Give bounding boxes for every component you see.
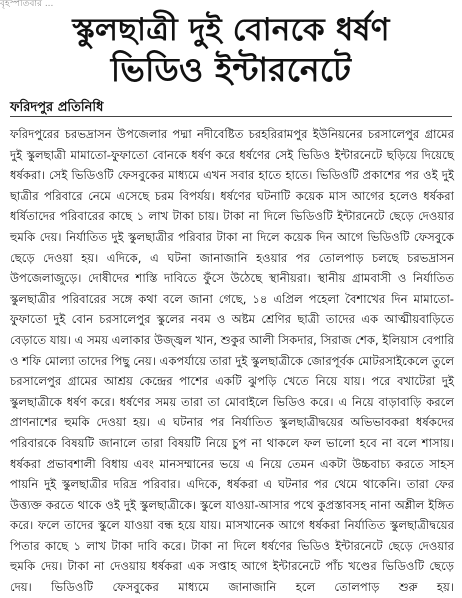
reporter-byline: ফরিদপুর প্রতিনিধি (10, 100, 104, 115)
headline (6, 10, 456, 90)
byline-divider (10, 116, 452, 117)
cropped-previous-text: বৃহস্পতিবার ... (0, 0, 54, 9)
headline-line-2: ভিডিও ইন্টারনেটে (110, 50, 352, 89)
article-paragraph: ফরিদপুরের চরভদ্রাসন উপজেলার পদ্মা নদীবেষ্টিত চরহরিরামপুর ইউনিয়নের চরসালেপুর গ্রামের দুই স্কুলছাত্রী মামাতো-ফুফাতো বোনকে ধর্ষণ করে ধর্ষণের সেই ভিডিও ইন্টারনেটে ছড়িয়ে দিয়েছে ধর্ষকরা। সেই ভিডিওটি ফেসবুকের মাধ্যমে এখন সবার হাতে হাতে। ভিডিওটি প্রকাশের পর ওই দুই ছাত্রীর পরিবারে নেমে এসেছে চরম বিপর্যয়। ধর্ষণের ঘটনাটি কয়েক মাস আগের হলেও ধর্ষকরা ধর্ষিতাদের পরিবারের কাছে ১ লাখ টাকা চায়। টাকা না দিলে ভিডিওটি ইন্টারনেটে ছেড়ে দেওয়ার হুমকি দেয়। নির্যাতিত দুই স্কুলছাত্রীর পরিবার টাকা না দিলে কয়েক দিন আগে ভিডিওটি ফেসবুকে ছেড়ে দেওয়া হয়। এদিকে, এ ঘটনা জানাজানি হওয়ার পর তোলপাড় চলছে চরভদ্রাসন উপজেলাজুড়ে। দোষীদের শাস্তি দাবিতে ফুঁসে উঠেছে স্থানীয়রা। স্থানীয় গ্রামবাসী ও নির্যাতিত স্কুলছাত্রীর পরিবারের সঙ্গে কথা বলে জানা গেছে, ১৪ এপ্রিল পহেলা বৈশাখের দিন মামাতো-ফুফাতো দুই বোন চরসালেপুর স্কুলের নবম ও অষ্টম শ্রেণির ছাত্রী তাদের এক আত্মীয়বাড়িতে বেড়াতে যায়। এ সময় এলাকার উজ্জ্বল খান, শুকুর আলী সিকদার, সিরাজ শেক, ইলিয়াস বেপারি ও শফি মোল্যা তাদের পিছু নেয়। একপর্যায়ে তারা দুই স্কুলছাত্রীকে জোরপূর্বক মোটরসাইকেলে তুলে চরসালেপুর গ্রামের আশ্রয় কেন্দ্রের পাশের একটি ঝুপড়ি খেতে নিয়ে যায়। পরে বখাটেরা দুই স্কুলছাত্রীকে ধর্ষণ করে। ধর্ষণের সময় তারা তা মোবাইলে ভিডিও করে। এ নিয়ে বাড়াবাড়ি করলে প্রাণনাশের হুমকি দেওয়া হয়। এ ঘটনার পর নির্যাতিত স্কুলছাত্রীদ্বয়ের অভিভাবকরা ধর্ষকদের পরিবারকে বিষয়টি জানালে তারা বিষয়টি নিয়ে চুপ না থাকলে ফল ভালো হবে না বলে শাসায়। ধর্ষকরা প্রভাবশালী বিধায় এবং মানসম্মানের ভয়ে এ নিয়ে তেমন একটা উচ্চবাচ্য করতে সাহস পায়নি দুই স্কুলছাত্রীর দরিদ্র পরিবার। এদিকে, ধর্ষকরা এ ঘটনার পর থেমে থাকেনি। তারা ফের উত্ত্যক্ত করতে থাকে ওই দুই স্কুলছাত্রীকে। স্কুলে যাওয়া-আসার পথে কুপ্রস্তাবসহ নানা অশ্লীল ইঙ্গিত করে। ফলে তাদের স্কুলে যাওয়া বন্ধ হয়ে যায়। মাসখানেক আগে ধর্ষকরা নির্যাতিত স্কুলছাত্রীদ্বয়ের পিতার কাছে ১ লাখ টাকা দাবি করে। টাকা না দিলে ধর্ষণের ভিডিও ইন্টারনেটে ছেড়ে দেওয়ার হুমকি দেয়। টাকা না দেওয়ায় ধর্ষকরা এক সপ্তাহ আগে ইন্টারনেটে পাঁচ খণ্ডের ভিডিওটি ছেড়ে দেয়। ভিডিওটি ফেসবুকের মাধ্যমে জানাজানি হলে তোলপাড় শুরু হয়। (10, 127, 454, 595)
article-body (10, 124, 454, 595)
headline-line-1: স্কুলছাত্রী দুই বোনকে ধর্ষণ (72, 12, 390, 48)
